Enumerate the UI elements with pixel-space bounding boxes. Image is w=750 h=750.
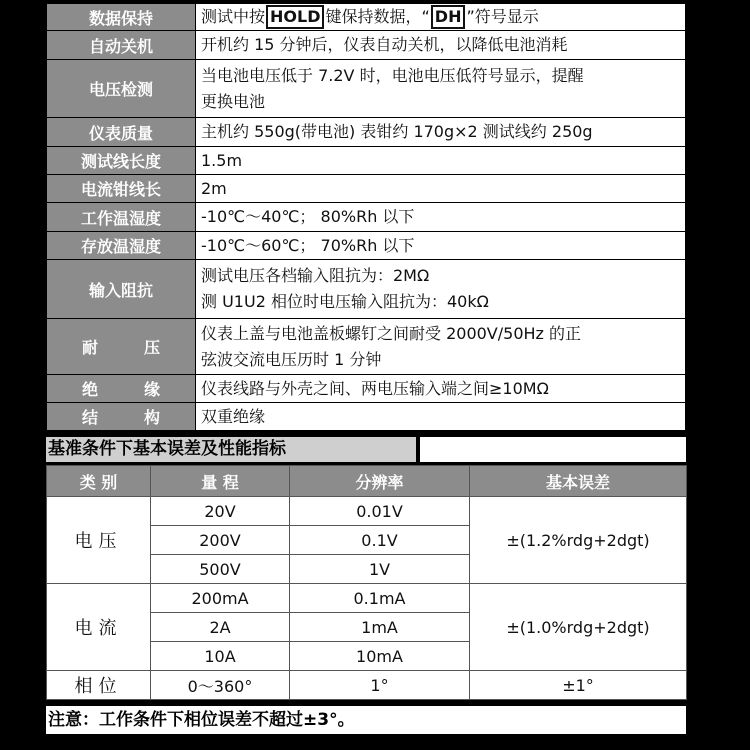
spec-label: 绝 缘 <box>47 375 196 403</box>
spec-value <box>196 4 686 31</box>
resolution-cell: 0.01V <box>290 497 470 526</box>
spec-value-line: 当电池电压低于 7.2V 时，电池电压低符号显示，提醒 <box>201 65 584 85</box>
header-category: 类 别 <box>47 466 151 497</box>
table-row <box>47 584 687 613</box>
spec-value-line: 弦波交流电压历时 1 分钟 <box>201 349 382 369</box>
spec-value-line: 更换电池 <box>201 91 266 111</box>
perf-header-row <box>47 466 687 497</box>
spec-row-structure <box>47 403 686 431</box>
spec-row-withstand-voltage <box>47 319 686 375</box>
resolution-cell: 1mA <box>290 613 470 642</box>
table-row <box>47 671 687 700</box>
spec-label: 电压检测 <box>47 60 196 118</box>
spec-row-lead-length <box>47 147 686 175</box>
spec-value: 双重绝缘 <box>196 403 686 431</box>
section-heading <box>46 437 686 462</box>
spec-value: 1.5m <box>196 147 686 175</box>
spec-label: 存放温湿度 <box>47 232 196 260</box>
spec-row-insulation <box>47 375 686 403</box>
spec-row-auto-off <box>47 31 686 60</box>
table-row <box>47 497 687 526</box>
spec-value: 主机约 550g(带电池) 表钳约 170g×2 测试线约 250g <box>196 118 686 147</box>
accuracy-phase: ±1° <box>470 671 687 700</box>
spec-value: 仪表线路与外壳之间、两电压输入端之间≥10MΩ <box>196 375 686 403</box>
spec-value-line: 测试电压各档输入阻抗为：2MΩ <box>201 266 430 285</box>
spec-value: 开机约 15 分钟后，仪表自动关机，以降低电池消耗 <box>196 31 686 60</box>
spec-label: 工作温湿度 <box>47 203 196 232</box>
spec-row-voltage-detect <box>47 60 686 118</box>
accuracy-current: ±(1.0%rdg+2dgt) <box>470 584 687 671</box>
spec-value-line: 测 U1U2 相位时电压输入阻抗为：40kΩ <box>201 292 489 311</box>
resolution-cell: 0.1V <box>290 526 470 555</box>
section-title: 基准条件下基本误差及性能指标 <box>46 437 416 462</box>
spec-value <box>196 260 686 319</box>
category-current: 电流 <box>47 584 151 671</box>
range-cell: 20V <box>151 497 290 526</box>
spec-label: 仪表质量 <box>47 118 196 147</box>
header-range: 量 程 <box>151 466 290 497</box>
dh-symbol-label: DH <box>431 5 466 29</box>
resolution-cell: 0.1mA <box>290 584 470 613</box>
range-cell: 2A <box>151 613 290 642</box>
spec-label: 结 构 <box>47 403 196 431</box>
range-cell: 200V <box>151 526 290 555</box>
spec-value-line: 仪表上盖与电池盖板螺钉之间耐受 2000V/50Hz 的正 <box>201 323 582 343</box>
spec-label: 测试线长度 <box>47 147 196 175</box>
spec-row-input-impedance <box>47 260 686 319</box>
note-text: 注意：工作条件下相位误差不超过±3°。 <box>46 706 686 734</box>
spec-row-operating-env <box>47 203 686 232</box>
spec-row-weight <box>47 118 686 147</box>
spec-label: 电流钳线长 <box>47 175 196 203</box>
resolution-cell: 1V <box>290 555 470 584</box>
spec-row-clamp-length <box>47 175 686 203</box>
resolution-cell: 10mA <box>290 642 470 671</box>
section-heading-fill <box>420 437 686 462</box>
range-cell: 500V <box>151 555 290 584</box>
accuracy-voltage: ±(1.2%rdg+2dgt) <box>470 497 687 584</box>
range-cell: 10A <box>151 642 290 671</box>
header-accuracy: 基本误差 <box>470 466 687 497</box>
hold-text-post: ”符号显示 <box>466 7 539 26</box>
hold-text-pre: 测试中按 <box>201 7 266 26</box>
spec-value <box>196 60 686 118</box>
spec-row-storage-env <box>47 232 686 260</box>
spec-value <box>196 319 686 375</box>
range-cell: 200mA <box>151 584 290 613</box>
spec-label: 耐 压 <box>47 319 196 375</box>
hold-key-label: HOLD <box>266 5 324 29</box>
range-cell: 0～360° <box>151 671 290 700</box>
spec-value: -10℃～60℃； 70%Rh 以下 <box>196 232 686 260</box>
spec-value: -10℃～40℃； 80%Rh 以下 <box>196 203 686 232</box>
spec-label: 自动关机 <box>47 31 196 60</box>
performance-table <box>46 465 687 700</box>
spec-row-data-hold <box>47 4 686 31</box>
category-voltage: 电压 <box>47 497 151 584</box>
spec-label: 数据保持 <box>47 4 196 31</box>
spec-label: 输入阻抗 <box>47 260 196 319</box>
spec-table <box>46 3 686 431</box>
resolution-cell: 1° <box>290 671 470 700</box>
category-phase: 相位 <box>47 671 151 700</box>
hold-text-mid: 键保持数据，“ <box>325 7 430 26</box>
header-resolution: 分辨率 <box>290 466 470 497</box>
spec-value: 2m <box>196 175 686 203</box>
